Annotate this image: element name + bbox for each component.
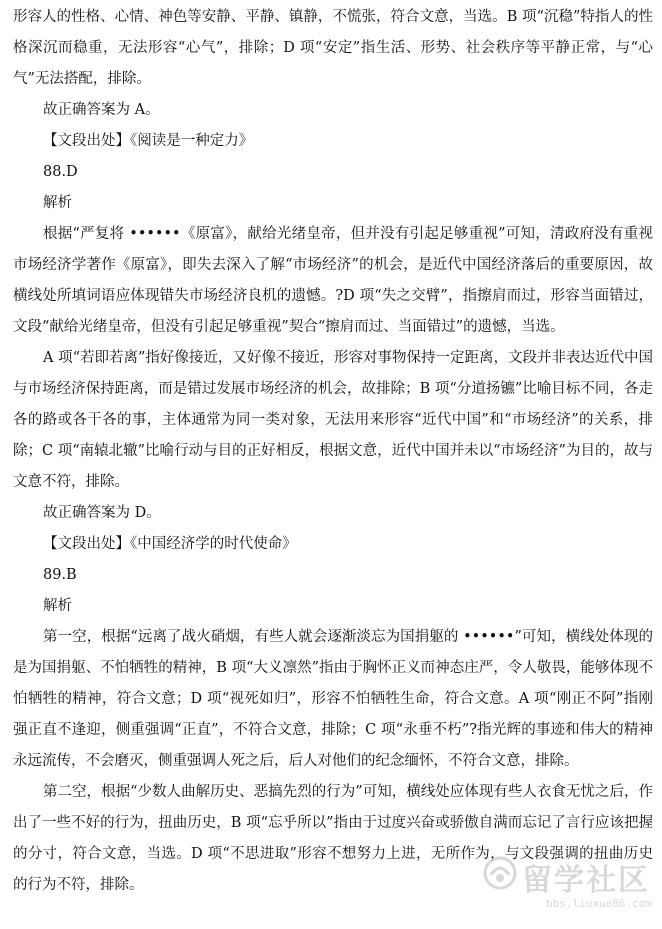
analysis-paragraph-88-a: 根据“严复将 ••••••《原富》，献给光绪皇帝，但并没有引起足够重视”可知，清政府没有重视市场经济学著作《原富》，即失去深入了解“市场经济”的机会，是近代中国经济落后的重要原因，故横线处所填词语应体现错失市场经济良机的遗憾。?D 项“失之交臂”，指擦肩而过，形容当面错过，文段“献给光绪皇帝，但没有引起足够重视”契合“擦肩而过、当面错过”的遗憾，当选。 [13,226,653,335]
paragraph-continuation: 形容人的性格、心情、神色等安静、平静、镇静，不慌张，符合文意，当选。B 项“沉稳”特指人的性格深沉而稳重，无法形容“心气”，排除；D 项“安定”指生活、形势、社会秩序等平静正常，与“心气”无法搭配，排除。 [13,9,653,87]
analysis-paragraph-89-a: 第一空，根据“远离了战火硝烟，有些人就会逐渐淡忘为国捐躯的 ••••••”可知，横线处体现的是为国捐躯、不怕牺牲的精神，B 项“大义凛然”指由于胸怀正义而神态庄严，令人敬畏，能够体现不怕牺牲的精神，符合文意；D 项“视死如归”，形容不怕牺牲生命，符合文意。A 项“刚正不阿”指刚强正直不逢迎，侧重强调“正直”，不符合文意，排除；C 项“永垂不朽”?指光辉的事迹和伟大的精神永远流传，不会磨灭，侧重强调人死之后，后人对他们的纪念缅怀，不符合文意，排除。 [13,629,653,769]
analysis-paragraph-88-b: A 项“若即若离”指好像接近，又好像不接近，形容对事物保持一定距离，文段并非表达近代中国与市场经济保持距离，而是错过发展市场经济的机会，故排除；B 项“分道扬镳”比喻目标不同，各走各的路或各干各的事，主体通常为同一类对象，无法用来形容“近代中国”和“市场经济”的关系，排除；C 项“南辕北辙”比喻行动与目的正好相反，根据文意，近代中国并未以“市场经济”为目的，故与文意不符，排除。 [13,350,653,490]
source-line-88: 【文段出处】《中国经济学的时代使命》 [43,536,297,552]
analysis-heading-89: 解析 [43,598,72,614]
watermark-text: 留学社区 [522,863,650,898]
source-line-87: 【文段出处】《阅读是一种定力》 [43,133,254,149]
document-body [13,2,653,901]
answer-line-88: 故正确答案为 D。 [43,505,161,521]
question-number-89: 89.B [43,567,77,583]
analysis-heading-88: 解析 [43,195,72,211]
question-number-88: 88.D [43,164,78,180]
watermark-url: bbs.liuxue86.com [546,897,652,910]
analysis-paragraph-89-b: 第二空，根据“少数人曲解历史、恶搞先烈的行为”可知，横线处应体现有些人衣食无忧之后，作出了一些不好的行为，扭曲历史，B 项“忘乎所以”指由于过度兴奋或骄傲自满而忘记了言行应该把握的分寸，符合文意，当选。D 项“不思进取”形容不想努力上进，无所作为，与文段强调的扭曲历史的行为不符，排除。 [13,784,653,893]
answer-line-87: 故正确答案为 A。 [43,102,160,118]
